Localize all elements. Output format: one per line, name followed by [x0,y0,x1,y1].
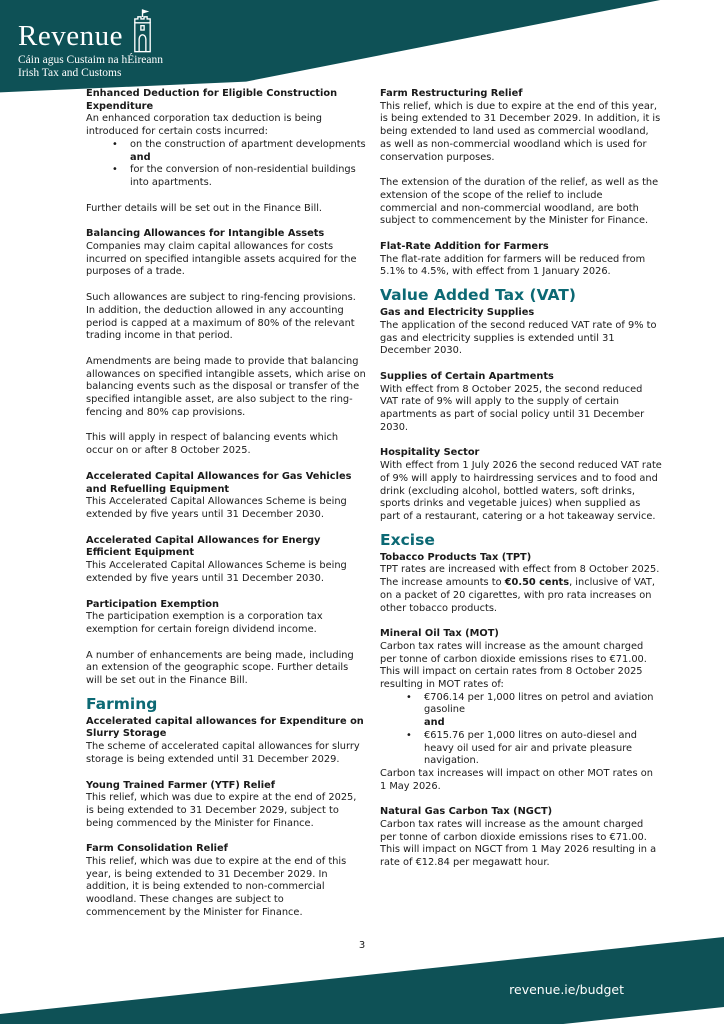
emphasized-text: €0.50 cents [504,577,570,589]
bullet-list [86,139,366,190]
paragraph: This relief, which is due to expire at the end of this year, is being extended to 31 December 2029. In addition, it is being extended to land used as commercial woodland, as well as non-commercial woodland which is used for conservation purposes. [380,100,661,163]
paragraph: This Accelerated Capital Allowances Scheme is being extended by five years until 31 December 2030. [86,560,347,584]
paragraph: Further details will be set out in the Finance Bill. [86,202,323,214]
page-number: 3 [358,940,366,951]
sub-heading: Hospitality Sector [380,447,480,459]
section-heading: Excise [380,530,435,549]
text-run: , inclusive of VAT, on a packet of 20 cigarettes, with pro rata increases on other tobacco products. [380,577,655,614]
sub-heading: Mineral Oil Tax (MOT) [380,628,499,640]
right-column [380,88,662,883]
logo-wordmark: Revenue [18,20,123,52]
section-heading: Value Added Tax (VAT) [380,286,576,305]
paragraph: The application of the second reduced VAT rate of 9% to gas and electricity supplies is extended until 31 December 2030. [380,319,657,357]
sub-heading: Gas and Electricity Supplies [380,307,535,319]
paragraph: An enhanced corporation tax deduction is being introduced for certain costs incurred: [86,113,322,138]
paragraph [380,564,662,615]
sub-heading: Tobacco Products Tax (TPT) [380,551,532,563]
paragraph: The scheme of accelerated capital allowances for slurry storage is being extended until 31 December 2029. [86,741,360,765]
bullet-text: €615.76 per 1,000 litres on auto-diesel and heavy oil used for air and private pleasure navigation. [424,729,637,767]
bullet-list [380,692,662,768]
paragraph: Carbon tax rates will increase as the amount charged per tonne of carbon dioxide emissions rises to €71.00. This will impact on NGCT from 1 May 2026 resulting in a rate of €12.84 per megawatt hour. [380,819,657,869]
paragraph: Companies may claim capital allowances for costs incurred on specified intangible assets acquired for the purposes of a trade. [86,241,357,278]
paragraph: The extension of the duration of the relief, as well as the extension of the scope of the relief to include commercial and non-commercial woodland, are both subject to commencement by the Minister for Finance. [380,177,659,227]
sub-heading: Young Trained Farmer (YTF) Relief [86,779,276,791]
bullet-item [380,692,662,730]
sub-heading: Supplies of Certain Apartments [380,370,554,382]
paragraph: This relief, which was due to expire at the end of this year, is being extended to 31 December 2029. In addition, it is being extended to non-commercial woodland. These changes are subject to commencement by the Minister for Finance. [86,856,347,918]
sub-heading: Enhanced Deduction for Eligible Construction Expenditure [86,88,338,112]
paragraph: Carbon tax rates will increase as the amount charged per tonne of carbon dioxide emissions rises to €71.00. This will impact on certain rates from 8 October 2025 resulting in MOT rates of: [380,640,647,691]
and-connector: and [130,151,151,163]
and-connector: and [424,717,445,729]
sub-heading: Accelerated Capital Allowances for Gas Vehicles and Refuelling Equipment [86,470,352,495]
paragraph: Such allowances are subject to ring-fencing provisions. In addition, the deduction allowed in any accounting period is capped at a maximum of 80% of the relevant trading income in that period. [86,292,356,342]
paragraph: With effect from 8 October 2025, the second reduced VAT rate of 9% will apply to the supply of certain apartments as part of social policy until 31 December 2030. [380,383,645,433]
section-heading: Farming [86,694,158,713]
sub-heading: Accelerated capital allowances for Expenditure on Slurry Storage [86,715,364,740]
paragraph: With effect from 1 July 2026 the second reduced VAT rate of 9% will apply to hairdressing services and to food and drink (excluding alcohol, bottled waters, soft drinks, sports drinks and vegetable juices) when supplied as part of a restaurant, catering or a hot takeaway service. [380,460,662,522]
paragraph: Amendments are being made to provide that balancing allowances on specified intangible assets, which arise on balancing events such as the disposal or transfer of the specified intangible asset, are also subject to the ring-fencing and 80% cap provisions. [86,355,366,418]
paragraph: This Accelerated Capital Allowances Scheme is being extended by five years until 31 December 2030. [86,496,347,520]
sub-heading: Participation Exemption [86,598,219,610]
bullet-item [86,139,366,164]
logo-english-name: Irish Tax and Customs [18,66,122,79]
footer-website: revenue.ie/budget [509,982,624,997]
paragraph: A number of enhancements are being made, including an extension of the geographic scope. Further details will be set out in the Finance Bill. [86,649,354,687]
sub-heading: Natural Gas Carbon Tax (NGCT) [380,806,553,818]
sub-heading: Accelerated Capital Allowances for Energy Efficient Equipment [86,534,321,559]
bullet-text: on the construction of apartment developments [130,138,366,150]
revenue-logo [18,8,163,79]
bullet-item [86,164,366,189]
paragraph: This relief, which was due to expire at the end of 2025, is being extended to 31 December 2029, subject to being commenced by the Minister for Finance. [86,792,357,829]
paragraph: The participation exemption is a corporation tax exemption for certain foreign dividend income. [86,611,323,635]
castle-icon [130,8,155,51]
paragraph: Carbon tax increases will impact on other MOT rates on 1 May 2026. [380,767,653,792]
text-run: TPT rates are increased with effect from 8 October 2025. The increase amounts to [380,564,660,589]
sub-heading: Balancing Allowances for Intangible Assets [86,228,325,240]
logo-irish-name: Cáin agus Custaim na hÉireann [18,54,163,66]
bullet-text: €706.14 per 1,000 litres on petrol and aviation gasoline [424,691,654,716]
paragraph: The flat-rate addition for farmers will be reduced from 5.1% to 4.5%, with effect from 1 January 2026. [380,253,646,278]
paragraph: This will apply in respect of balancing events which occur on or after 8 October 2025. [86,432,339,457]
sub-heading: Farm Consolidation Relief [86,843,228,855]
sub-heading: Farm Restructuring Relief [380,88,523,99]
bullet-text: for the conversion of non-residential buildings into apartments. [130,164,356,188]
left-column [86,88,366,933]
bullet-item [380,730,662,768]
sub-heading: Flat-Rate Addition for Farmers [380,241,549,253]
